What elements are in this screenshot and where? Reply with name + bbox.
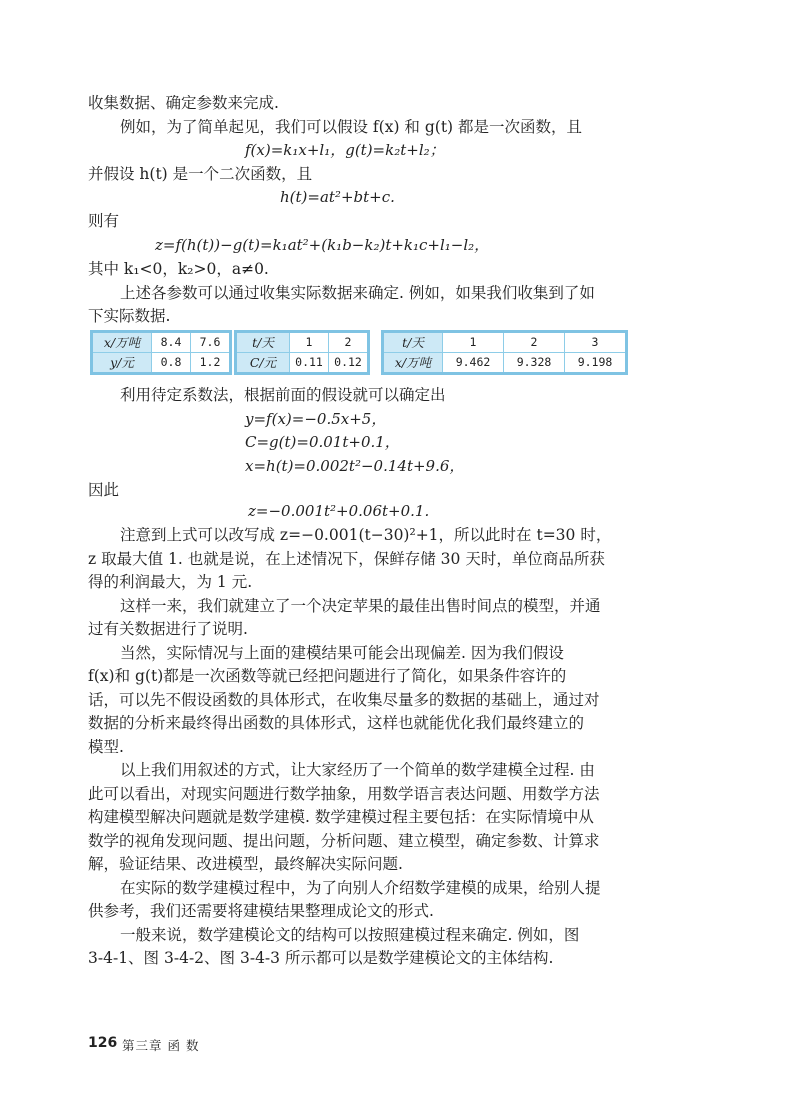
text-line: 得的利润最大，为 1 元. [88,573,253,591]
table-row [92,332,231,353]
table-header-cell: t/天 [236,332,290,353]
text-line: 供参考，我们还需要将建模结果整理成论文的形式. [88,902,434,920]
table-header-cell: t/天 [383,332,443,353]
table-cell: 2 [504,332,565,353]
chapter-label: 第三章 函 数 [122,1038,200,1053]
text-line: 当然，实际情况与上面的建模结果可能会出现偏差. 因为我们假设 [120,644,564,662]
data-table-xy [90,330,232,375]
page-number: 126 [88,1035,118,1051]
text-line: 其中 k₁<0，k₂>0，a≠0. [88,260,269,278]
text-line: 解，验证结果、改进模型，最终解决实际问题. [88,855,403,873]
equation: C=g(t)=0.01t+0.1， [245,433,400,451]
table-cell: 3 [565,332,627,353]
table-header-cell: x/万吨 [92,332,152,353]
text-line: 这样一来，我们就建立了一个决定苹果的最佳出售时间点的模型，并通 [120,597,601,615]
text-line: f(x)和 g(t)都是一次函数等就已经把问题进行了简化，如果条件容许的 [88,667,567,685]
table-cell: 0.11 [290,353,329,374]
text-line: 此可以看出，对现实问题进行数学抽象，用数学语言表达问题、用数学方法 [88,785,600,803]
table-cell: 9.462 [443,353,504,374]
text-line: 并假设 h(t) 是一个二次函数，且 [88,165,313,183]
table-cell: 8.4 [152,332,191,353]
table-header-cell: C/元 [236,353,290,374]
table-cell: 1.2 [191,353,231,374]
text-line: 上述各参数可以通过收集实际数据来确定. 例如，如果我们收集到了如 [120,284,595,302]
text-line: 在实际的数学建模过程中，为了向别人介绍数学建模的成果，给别人提 [120,879,601,897]
data-table-tx [381,330,628,375]
text-line: 模型. [88,738,124,756]
table-cell: 0.12 [329,353,369,374]
text-line: 以上我们用叙述的方式，让大家经历了一个简单的数学建模全过程. 由 [120,761,595,779]
equation: y=f(x)=−0.5x+5， [245,410,387,428]
text-line: 注意到上式可以改写成 z=−0.001(t−30)²+1，所以此时在 t=30 时， [120,526,612,544]
equation: h(t)=at²+bt+c. [280,188,395,206]
text-line: 一般来说，数学建模论文的结构可以按照建模过程来确定. 例如，图 [120,926,580,944]
table-cell: 0.8 [152,353,191,374]
equation: z=f(h(t))−g(t)=k₁at²+(k₁b−k₂)t+k₁c+l₁−l₂， [155,236,490,254]
text-line: 因此 [88,481,120,499]
table-cell: 9.198 [565,353,627,374]
text-line: 收集数据、确定参数来完成. [88,94,279,112]
text-line: z 取最大值 1. 也就是说，在上述情况下，保鲜存储 30 天时，单位商品所获 [88,550,605,568]
text-line: 例如，为了简单起见，我们可以假设 f(x) 和 g(t) 都是一次函数，且 [120,118,583,136]
table-row [383,332,627,353]
table-cell: 1 [443,332,504,353]
table-row [92,353,231,374]
text-line: 则有 [88,212,120,230]
table-row [236,332,369,353]
text-line: 3-4-1、图 3-4-2、图 3-4-3 所示都可以是数学建模论文的主体结构. [88,949,554,967]
table-header-cell: y/元 [92,353,152,374]
table-header-cell: x/万吨 [383,353,443,374]
text-line: 数学的视角发现问题、提出问题，分析问题、建立模型，确定参数、计算求 [88,832,600,850]
table-cell: 7.6 [191,332,231,353]
table-row [383,353,627,374]
table-cell: 1 [290,332,329,353]
equation: z=−0.001t²+0.06t+0.1. [248,502,430,520]
text-line: 利用待定系数法，根据前面的假设就可以确定出 [120,386,446,404]
table-cell: 9.328 [504,353,565,374]
table-cell: 2 [329,332,369,353]
text-line: 话，可以先不假设函数的具体形式，在收集尽量多的数据的基础上，通过对 [88,691,600,709]
text-line: 构建模型解决问题就是数学建模. 数学建模过程主要包括：在实际情境中从 [88,808,594,826]
data-table-tc [234,330,370,375]
equation: f(x)=k₁x+l₁，g(t)=k₂t+l₂； [245,141,445,159]
text-line: 数据的分析来最终得出函数的具体形式，这样也就能优化我们最终建立的 [88,714,585,732]
text-line: 过有关数据进行了说明. [88,620,248,638]
text-line: 下实际数据. [88,307,171,325]
table-row [236,353,369,374]
equation: x=h(t)=0.002t²−0.14t+9.6， [245,457,465,475]
